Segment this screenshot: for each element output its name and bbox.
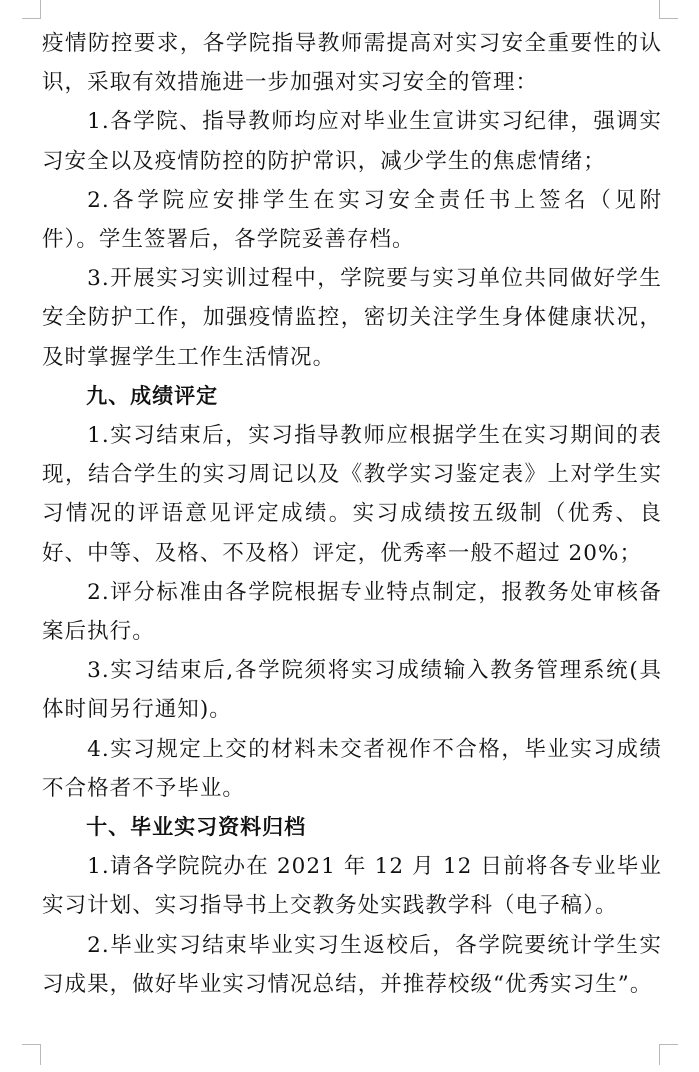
section-heading-archive: 十、毕业实习资料归档: [86, 815, 307, 840]
crop-mark-top-right: [659, 0, 678, 19]
paragraph-grading-item-1: 1.实习结束后，实习指导教师应根据学生在实习期间的表现，结合学生的实习周记以及《教学实习鉴定表》上对学生实习情况的评语意见评定成绩。实习成绩按五级制（优秀、良好、中等、及格、不及格）评定，优秀率一般不超过 20%；: [42, 423, 662, 566]
paragraph-grading-item-4: 4.实习规定上交的材料未交者视作不合格，毕业实习成绩不合格者不予毕业。: [42, 736, 662, 801]
document-body: [42, 24, 662, 1004]
paragraph-archive-item-1: 1.请各学院院办在 2021 年 12 月 12 日前将各专业毕业实习计划、实习指导书上交教务处实践教学科（电子稿）。: [42, 854, 662, 919]
crop-mark-top-left: [22, 0, 41, 19]
section-heading-grading: 九、成绩评定: [86, 383, 219, 408]
paragraph-safety-item-1: 1.各学院、指导教师均应对毕业生宣讲实习纪律，强调实习安全以及疫情防控的防护常识，减少学生的焦虑情绪；: [42, 109, 662, 174]
paragraph-safety-item-2: 2.各学院应安排学生在实习安全责任书上签名（见附件）。学生签署后，各学院妥善存档。: [42, 187, 662, 253]
paragraph-archive-item-2: 2.毕业实习结束毕业实习生返校后，各学院要统计学生实习成果，做好毕业实习情况总结，并推荐校级“优秀实习生”。: [42, 932, 662, 997]
paragraph-grading-item-3: 3.实习结束后,各学院须将实习成绩输入教务管理系统(具体时间另行通知)。: [42, 658, 662, 723]
paragraph-safety-intro: 疫情防控要求，各学院指导教师需提高对实习安全重要性的认识，采取有效措施进一步加强对实习安全的管理：: [42, 31, 662, 96]
paragraph-grading-item-2: 2.评分标准由各学院根据专业特点制定，报教务处审核备案后执行。: [42, 579, 662, 645]
crop-mark-bottom-left: [22, 1044, 41, 1065]
crop-mark-bottom-right: [659, 1044, 678, 1065]
paragraph-safety-item-3: 3.开展实习实训过程中，学院要与实习单位共同做好学生安全防护工作，加强疫情监控，密切关注学生身体健康状况，及时掌握学生工作生活情况。: [42, 266, 662, 370]
